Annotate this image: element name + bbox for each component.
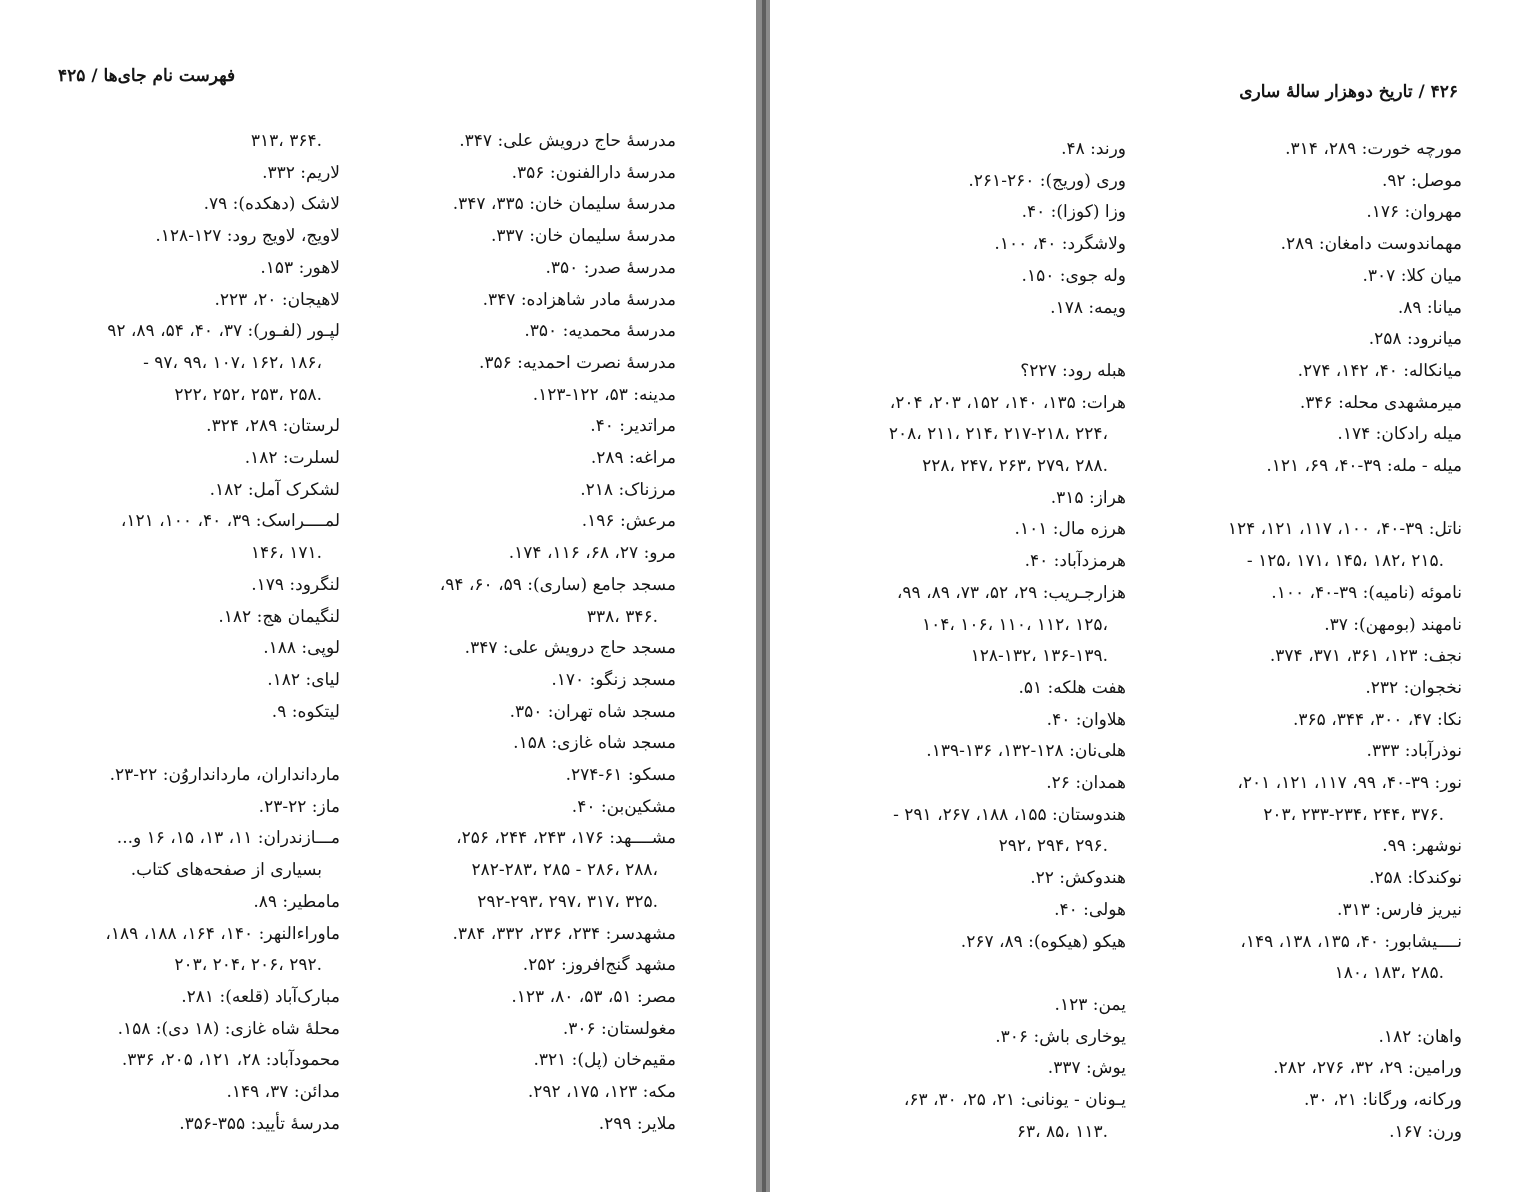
index-entry-continuation: - ۱۲۵، ۱۷۱، ۱۴۵، ۱۸۲، ۲۱۵.	[1246, 551, 1444, 572]
section-gap	[1162, 990, 1462, 1022]
index-entry: مسجد شاه تهران: ۳۵۰.	[509, 701, 676, 722]
left-page-header: فهرست نام جای‌ها / ۴۲۵	[58, 66, 236, 86]
index-entry: مشــــهد: ۱۷۶، ۲۴۳، ۲۴۴، ۲۵۶،	[456, 828, 676, 849]
index-entry: مدینه: ۵۳، ۱۲۲-۱۲۳.	[532, 384, 676, 405]
index-entry-continuation: ۲۰۸، ۲۱۱، ۲۱۴، ۲۱۷-۲۱۸، ۲۲۴،	[888, 424, 1108, 445]
index-entry: لاریم: ۳۳۲.	[262, 162, 340, 183]
index-entry: مدرسهٔ سلیمان خان: ۳۳۷.	[490, 226, 676, 247]
index-entry-continuation: ۳۱۳، ۳۶۴.	[250, 131, 322, 151]
index-entry: مدرسهٔ حاج درویش علی: ۳۴۷.	[459, 131, 676, 151]
index-entry-continuation: ۱۸۰، ۱۸۳، ۲۸۵.	[1334, 963, 1444, 984]
index-entry: لمــــراسک: ۳۹، ۴۰، ۱۰۰، ۱۲۱،	[120, 511, 340, 532]
index-entry: هراز: ۳۱۵.	[1050, 487, 1126, 508]
index-entry: وله جوی: ۱۵۰.	[1021, 265, 1126, 286]
section-gap	[20, 728, 340, 760]
index-entry: ناتل: ۳۹-۴۰، ۱۰۰، ۱۱۷، ۱۲۱، ۱۲۴	[1227, 519, 1462, 540]
index-entry: محمودآباد: ۲۸، ۱۲۱، ۲۰۵، ۳۳۶.	[121, 1050, 340, 1071]
index-entry: لاویج، لاویج رود: ۱۲۷-۱۲۸.	[155, 226, 340, 247]
index-entry: مغولستان: ۳۰۶.	[562, 1018, 676, 1039]
index-entry: مـــازندران: ۱۱، ۱۳، ۱۵، ۱۶ و...	[116, 828, 340, 849]
index-entry: مورچه خورت: ۲۸۹، ۳۱۴.	[1285, 139, 1462, 159]
index-entry: ولاشگرد: ۴۰، ۱۰۰.	[994, 234, 1126, 255]
index-entry: ماردانداران، ماردانداروُن: ۲۲-۲۳.	[109, 765, 340, 786]
index-entry: میانکاله: ۴۰، ۱۴۲، ۲۷۴.	[1297, 360, 1462, 381]
index-entry: ورامین: ۲۹، ۳۲، ۲۷۶، ۲۸۲.	[1273, 1058, 1462, 1079]
gutter-shadow	[762, 0, 766, 1192]
section-gap	[826, 958, 1126, 990]
index-entry: مشهدسر: ۲۳۴، ۲۳۶، ۳۳۲، ۳۸۴.	[452, 923, 676, 944]
index-entry: نوذرآباد: ۳۳۳.	[1366, 741, 1462, 762]
index-entry: ناموئه (نامیه): ۳۹-۴۰، ۱۰۰.	[1271, 582, 1462, 603]
index-entry-continuation: ۲۲۲، ۲۵۲، ۲۵۳، ۲۵۸.	[174, 384, 322, 405]
index-entry: لنگیمان هج: ۱۸۲.	[218, 606, 340, 627]
index-entry-continuation: ۲۰۳، ۲۳۳-۲۳۴، ۲۴۴، ۳۷۶.	[1263, 804, 1444, 825]
index-entry-continuation: ۲۹۲، ۲۹۴، ۲۹۶.	[998, 836, 1108, 857]
index-entry: میله رادکان: ۱۷۴.	[1337, 424, 1462, 445]
index-entry: هولی: ۴۰.	[1054, 899, 1126, 920]
index-entry: هفت هلکه: ۵۱.	[1018, 677, 1126, 698]
index-entry: وری (وریج): ۲۶۰-۲۶۱.	[968, 170, 1126, 191]
index-entry: لاشک (دهکده): ۷۹.	[203, 194, 340, 215]
index-entry: ویمه: ۱۷۸.	[1050, 297, 1126, 318]
index-entry: لسلرت: ۱۸۲.	[244, 448, 340, 469]
index-entry: موصل: ۹۲.	[1381, 170, 1462, 191]
index-entry: هلی‌نان: ۱۲۸-۱۳۲، ۱۳۶-۱۳۹.	[926, 741, 1126, 762]
index-entry: میرمشهدی محله: ۳۴۶.	[1299, 392, 1462, 413]
index-entry: هرزه مال: ۱۰۱.	[1014, 519, 1126, 540]
section-gap	[1162, 483, 1462, 515]
index-entry: مشکین‌بن: ۴۰.	[571, 796, 676, 817]
index-entry: لاهور: ۱۵۳.	[260, 257, 340, 278]
index-entry: هرات: ۱۳۵، ۱۴۰، ۱۵۲، ۲۰۳، ۲۰۴،	[889, 392, 1126, 413]
index-entry: میله - مله: ۳۹-۴۰، ۶۹، ۱۲۱.	[1266, 456, 1462, 477]
index-entry-continuation: ۳۳۸، ۳۴۶.	[586, 606, 658, 627]
index-entry: مسجد شاه غازی: ۱۵۸.	[513, 733, 676, 754]
right-page	[770, 0, 1534, 1192]
left-page-left-column	[346, 126, 676, 1141]
index-entry: واهان: ۱۸۲.	[1378, 1026, 1462, 1047]
index-entry: مسکو: ۶۱-۲۷۴.	[565, 765, 676, 786]
index-entry-continuation: - ۹۷، ۹۹، ۱۰۷، ۱۶۲، ۱۸۶،	[143, 352, 322, 373]
section-gap	[826, 324, 1126, 356]
right-page-left-column	[826, 134, 1126, 1148]
index-entry: نوشهر: ۹۹.	[1382, 836, 1462, 857]
index-entry: لرستان: ۲۸۹، ۳۲۴.	[206, 416, 340, 437]
index-entry: یمن: ۱۲۳.	[1054, 994, 1126, 1015]
index-entry: مهروان: ۱۷۶.	[1366, 202, 1462, 223]
index-entry: نور: ۳۹-۴۰، ۹۹، ۱۱۷، ۱۲۱، ۲۰۱،	[1237, 773, 1462, 794]
index-entry: میانرود: ۲۵۸.	[1368, 329, 1462, 350]
index-entry: هرمزدآباد: ۴۰.	[1024, 551, 1126, 572]
index-entry: همدان: ۲۶.	[1046, 773, 1126, 794]
index-entry: مهماندوست دامغان: ۲۸۹.	[1280, 234, 1462, 255]
index-entry-continuation: ۲۲۸، ۲۴۷، ۲۶۳، ۲۷۹، ۲۸۸.	[922, 456, 1108, 477]
index-entry-continuation: ۶۳، ۸۵، ۱۱۳.	[1016, 1121, 1108, 1142]
index-entry: مدائن: ۳۷، ۱۴۹.	[226, 1082, 340, 1103]
index-entry: مدرسهٔ سلیمان خان: ۳۳۵، ۳۴۷.	[452, 194, 676, 215]
index-entry: مدرسهٔ محمدیه: ۳۵۰.	[524, 321, 676, 342]
index-entry: یـونان - یونانی: ۲۱، ۲۵، ۳۰، ۶۳،	[903, 1090, 1126, 1111]
index-entry: نــــیشابور: ۴۰، ۱۳۵، ۱۳۸، ۱۴۹،	[1240, 931, 1462, 952]
index-entry: نوکندکا: ۲۵۸.	[1369, 868, 1462, 889]
index-entry: لوپی: ۱۸۸.	[263, 638, 340, 659]
index-entry-continuation: ۲۰۳، ۲۰۴، ۲۰۶، ۲۹۲.	[174, 955, 322, 976]
index-entry: مقیم‌خان (پل): ۳۲۱.	[533, 1050, 676, 1071]
index-entry: نخجوان: ۲۳۲.	[1365, 677, 1462, 698]
index-entry: لیای: ۱۸۲.	[267, 669, 340, 690]
index-entry: هلاوان: ۴۰.	[1046, 709, 1126, 730]
index-entry: ورند: ۴۸.	[1061, 139, 1126, 159]
index-entry: هزارجـریب: ۲۹، ۵۲، ۷۳، ۸۹، ۹۹،	[896, 582, 1126, 603]
index-entry: ملایر: ۲۹۹.	[598, 1113, 676, 1134]
index-entry: ورن: ۱۶۷.	[1389, 1121, 1462, 1142]
index-entry: لنگرود: ۱۷۹.	[251, 574, 340, 595]
index-entry: ماز: ۲۲-۲۳.	[258, 796, 340, 817]
index-entry: ماوراءالنهر: ۱۴۰، ۱۶۴، ۱۸۸، ۱۸۹،	[105, 923, 340, 944]
index-entry: مراغه: ۲۸۹.	[590, 448, 676, 469]
index-entry: نکا: ۴۷، ۳۰۰، ۳۴۴، ۳۶۵.	[1293, 709, 1462, 730]
left-page-right-column	[20, 126, 340, 1140]
index-entry: نجف: ۱۲۳، ۳۶۱، ۳۷۱، ۳۷۴.	[1269, 646, 1462, 667]
index-entry: مدرسهٔ دارالفنون: ۳۵۶.	[511, 162, 676, 183]
index-entry: هندوکش: ۲۲.	[1030, 868, 1126, 889]
index-entry-continuation: ۱۰۴، ۱۰۶، ۱۱۰، ۱۱۲، ۱۲۵،	[921, 614, 1108, 635]
index-entry: مرو: ۲۷، ۶۸، ۱۱۶، ۱۷۴.	[508, 543, 676, 564]
index-entry-continuation: ۲۹۲-۲۹۳، ۲۹۷، ۳۱۷، ۳۲۵.	[477, 891, 658, 912]
index-entry: مکه: ۱۲۳، ۱۷۵، ۲۹۲.	[527, 1082, 676, 1103]
index-entry: مدرسهٔ مادر شاهزاده: ۳۴۷.	[482, 289, 676, 310]
index-entry: لیتکوه: ۹.	[271, 701, 340, 722]
index-entry: نامهند (بومهن): ۳۷.	[1324, 614, 1462, 635]
index-entry: یوخاری باش: ۳۰۶.	[995, 1026, 1126, 1047]
index-entry-continuation: ۱۲۸-۱۳۲، ۱۳۶-۱۳۹.	[970, 646, 1108, 667]
index-entry: هندوستان: ۱۵۵، ۱۸۸، ۲۶۷، ۲۹۱ -	[893, 804, 1126, 825]
index-entry: لشکرک آمل: ۱۸۲.	[209, 479, 340, 500]
index-entry: لاهیجان: ۲۰، ۲۲۳.	[214, 289, 340, 310]
index-entry: مسجد زنگو: ۱۷۰.	[551, 669, 676, 690]
index-entry: مسجد حاج درویش علی: ۳۴۷.	[464, 638, 676, 659]
index-entry: مدرسهٔ صدر: ۳۵۰.	[545, 257, 676, 278]
index-entry: ورکانه، ورگانا: ۲۱، ۳۰.	[1304, 1090, 1462, 1111]
index-entry: محلهٔ شاه غازی: (۱۸ دی): ۱۵۸.	[117, 1018, 340, 1039]
index-entry: نیریز فارس: ۳۱۳.	[1337, 899, 1462, 920]
index-entry: مصر: ۵۱، ۵۳، ۸۰، ۱۲۳.	[511, 986, 676, 1007]
index-entry: مرعش: ۱۹۶.	[581, 511, 676, 532]
index-entry: مدرسهٔ نصرت احمدیه: ۳۵۶.	[478, 352, 676, 373]
index-entry: میانا: ۸۹.	[1397, 297, 1462, 318]
left-page	[0, 0, 756, 1192]
index-entry: مراتدیر: ۴۰.	[590, 416, 676, 437]
index-entry-continuation: ۱۴۶، ۱۷۱.	[250, 543, 322, 564]
index-entry: یوش: ۳۳۷.	[1047, 1058, 1126, 1079]
index-entry-continuation: ۲۸۲-۲۸۳، ۲۸۵ - ۲۸۶، ۲۸۸،	[471, 860, 658, 881]
index-entry: هبله رود: ۲۲۷؟	[1020, 360, 1126, 381]
index-entry: میان کلا: ۳۰۷.	[1362, 265, 1462, 286]
index-entry: لپـور (لفـور): ۳۷، ۴۰، ۵۴، ۸۹، ۹۲	[107, 321, 340, 342]
index-entry: مشهد گنج‌افروز: ۲۵۲.	[522, 955, 676, 976]
index-entry: مبارک‌آباد (قلعه): ۲۸۱.	[181, 986, 340, 1007]
index-entry-continuation: بسیاری از صفحه‌های کتاب.	[130, 860, 322, 881]
index-entry: وزا (کوزا): ۴۰.	[1021, 202, 1126, 223]
index-entry: مرزناک: ۲۱۸.	[580, 479, 676, 500]
index-entry: مدرسهٔ تأیید: ۳۵۵-۳۵۶.	[179, 1113, 340, 1134]
index-entry: هیکو (هیکوه): ۸۹، ۲۶۷.	[960, 931, 1126, 952]
right-page-right-column	[1162, 134, 1462, 1148]
right-page-header: ۴۲۶ / تاریخ دوهزار سالهٔ ساری	[1239, 82, 1458, 102]
index-entry: مسجد جامع (ساری): ۵۹، ۶۰، ۹۴،	[439, 574, 676, 595]
index-entry: مامطیر: ۸۹.	[253, 891, 340, 912]
